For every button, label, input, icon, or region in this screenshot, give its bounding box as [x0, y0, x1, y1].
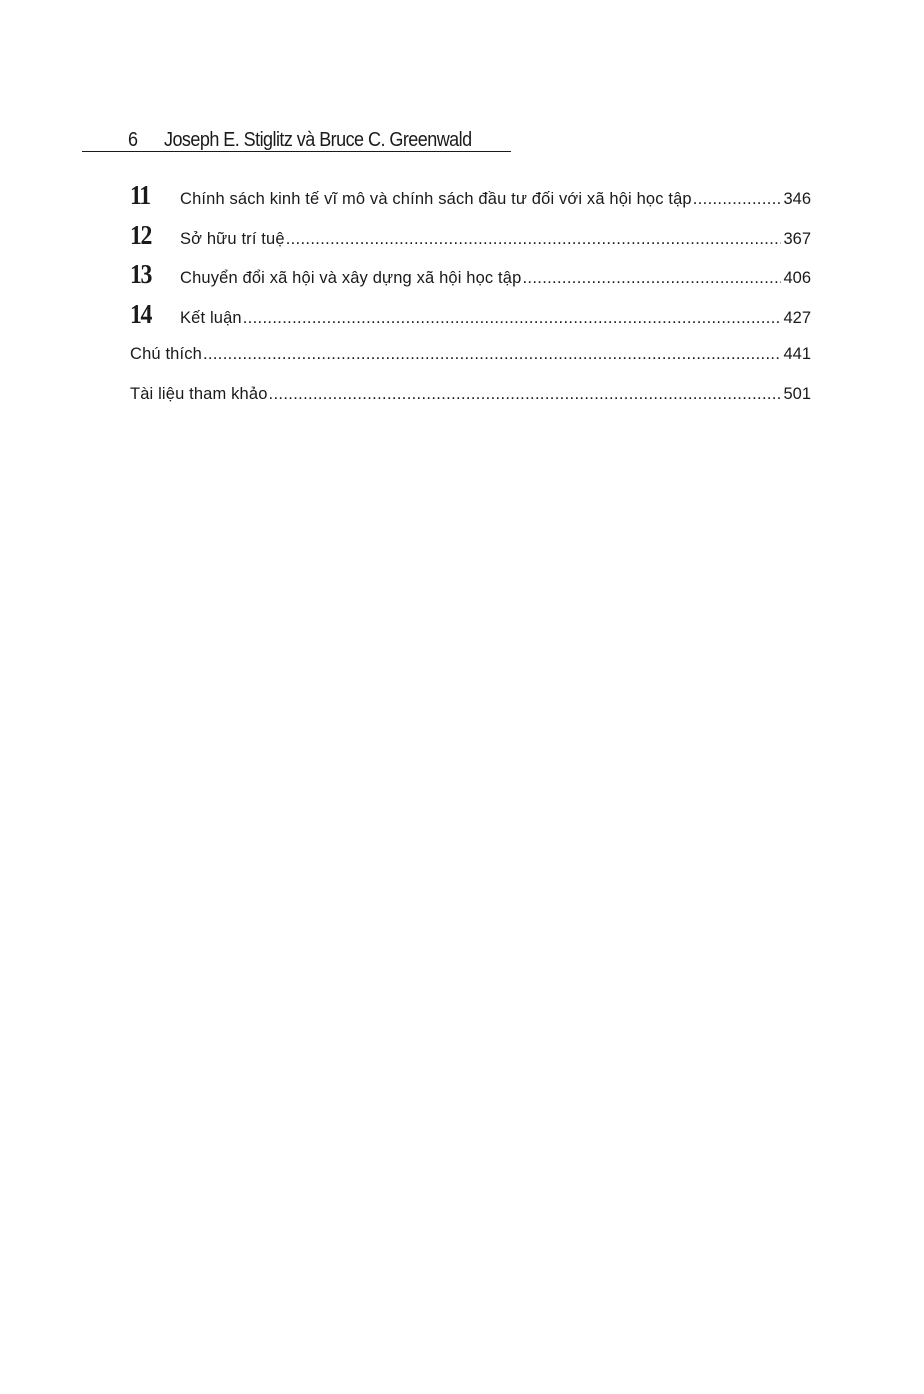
chapter-title: Chuyển đổi xã hội và xây dựng xã hội học tập — [180, 269, 522, 287]
toc-entry-references[interactable] — [130, 385, 811, 425]
table-of-contents — [130, 182, 811, 425]
section-title: Chú thích — [130, 345, 202, 363]
chapter-number: 14 — [130, 298, 152, 329]
chapter-number: 12 — [130, 219, 152, 250]
dot-leader — [693, 190, 782, 209]
chapter-title: Kết luận — [180, 308, 242, 327]
page-reference: 406 — [783, 269, 811, 287]
dot-leader — [286, 230, 782, 249]
page-reference: 346 — [783, 190, 811, 208]
chapter-title: Chính sách kinh tế vĩ mô và chính sách đầu tư đối với xã hội học tập — [180, 190, 692, 208]
chapter-title: Sở hữu trí tuệ — [180, 229, 285, 248]
dot-leader — [203, 345, 781, 364]
dot-leader — [243, 309, 782, 328]
chapter-number: 13 — [130, 259, 152, 289]
author-names: Joseph E. Stiglitz và Bruce C. Greenwald — [164, 129, 472, 151]
toc-entry-chapter-13[interactable] — [130, 261, 811, 301]
toc-entry-chapter-12[interactable] — [130, 219, 811, 262]
running-header — [128, 118, 472, 152]
chapter-number: 11 — [130, 180, 150, 210]
page-reference: 501 — [783, 385, 811, 403]
section-title: Tài liệu tham khảo — [130, 385, 268, 403]
page-reference: 367 — [783, 229, 811, 248]
dot-leader — [522, 269, 781, 288]
page-reference: 427 — [783, 308, 811, 327]
header-rule — [82, 151, 511, 152]
page-number: 6 — [128, 129, 138, 151]
toc-entry-chapter-11[interactable] — [130, 182, 811, 222]
toc-entry-chapter-14[interactable] — [130, 298, 811, 341]
dot-leader — [269, 385, 782, 404]
page-reference: 441 — [783, 345, 811, 363]
toc-entry-notes[interactable] — [130, 345, 811, 385]
